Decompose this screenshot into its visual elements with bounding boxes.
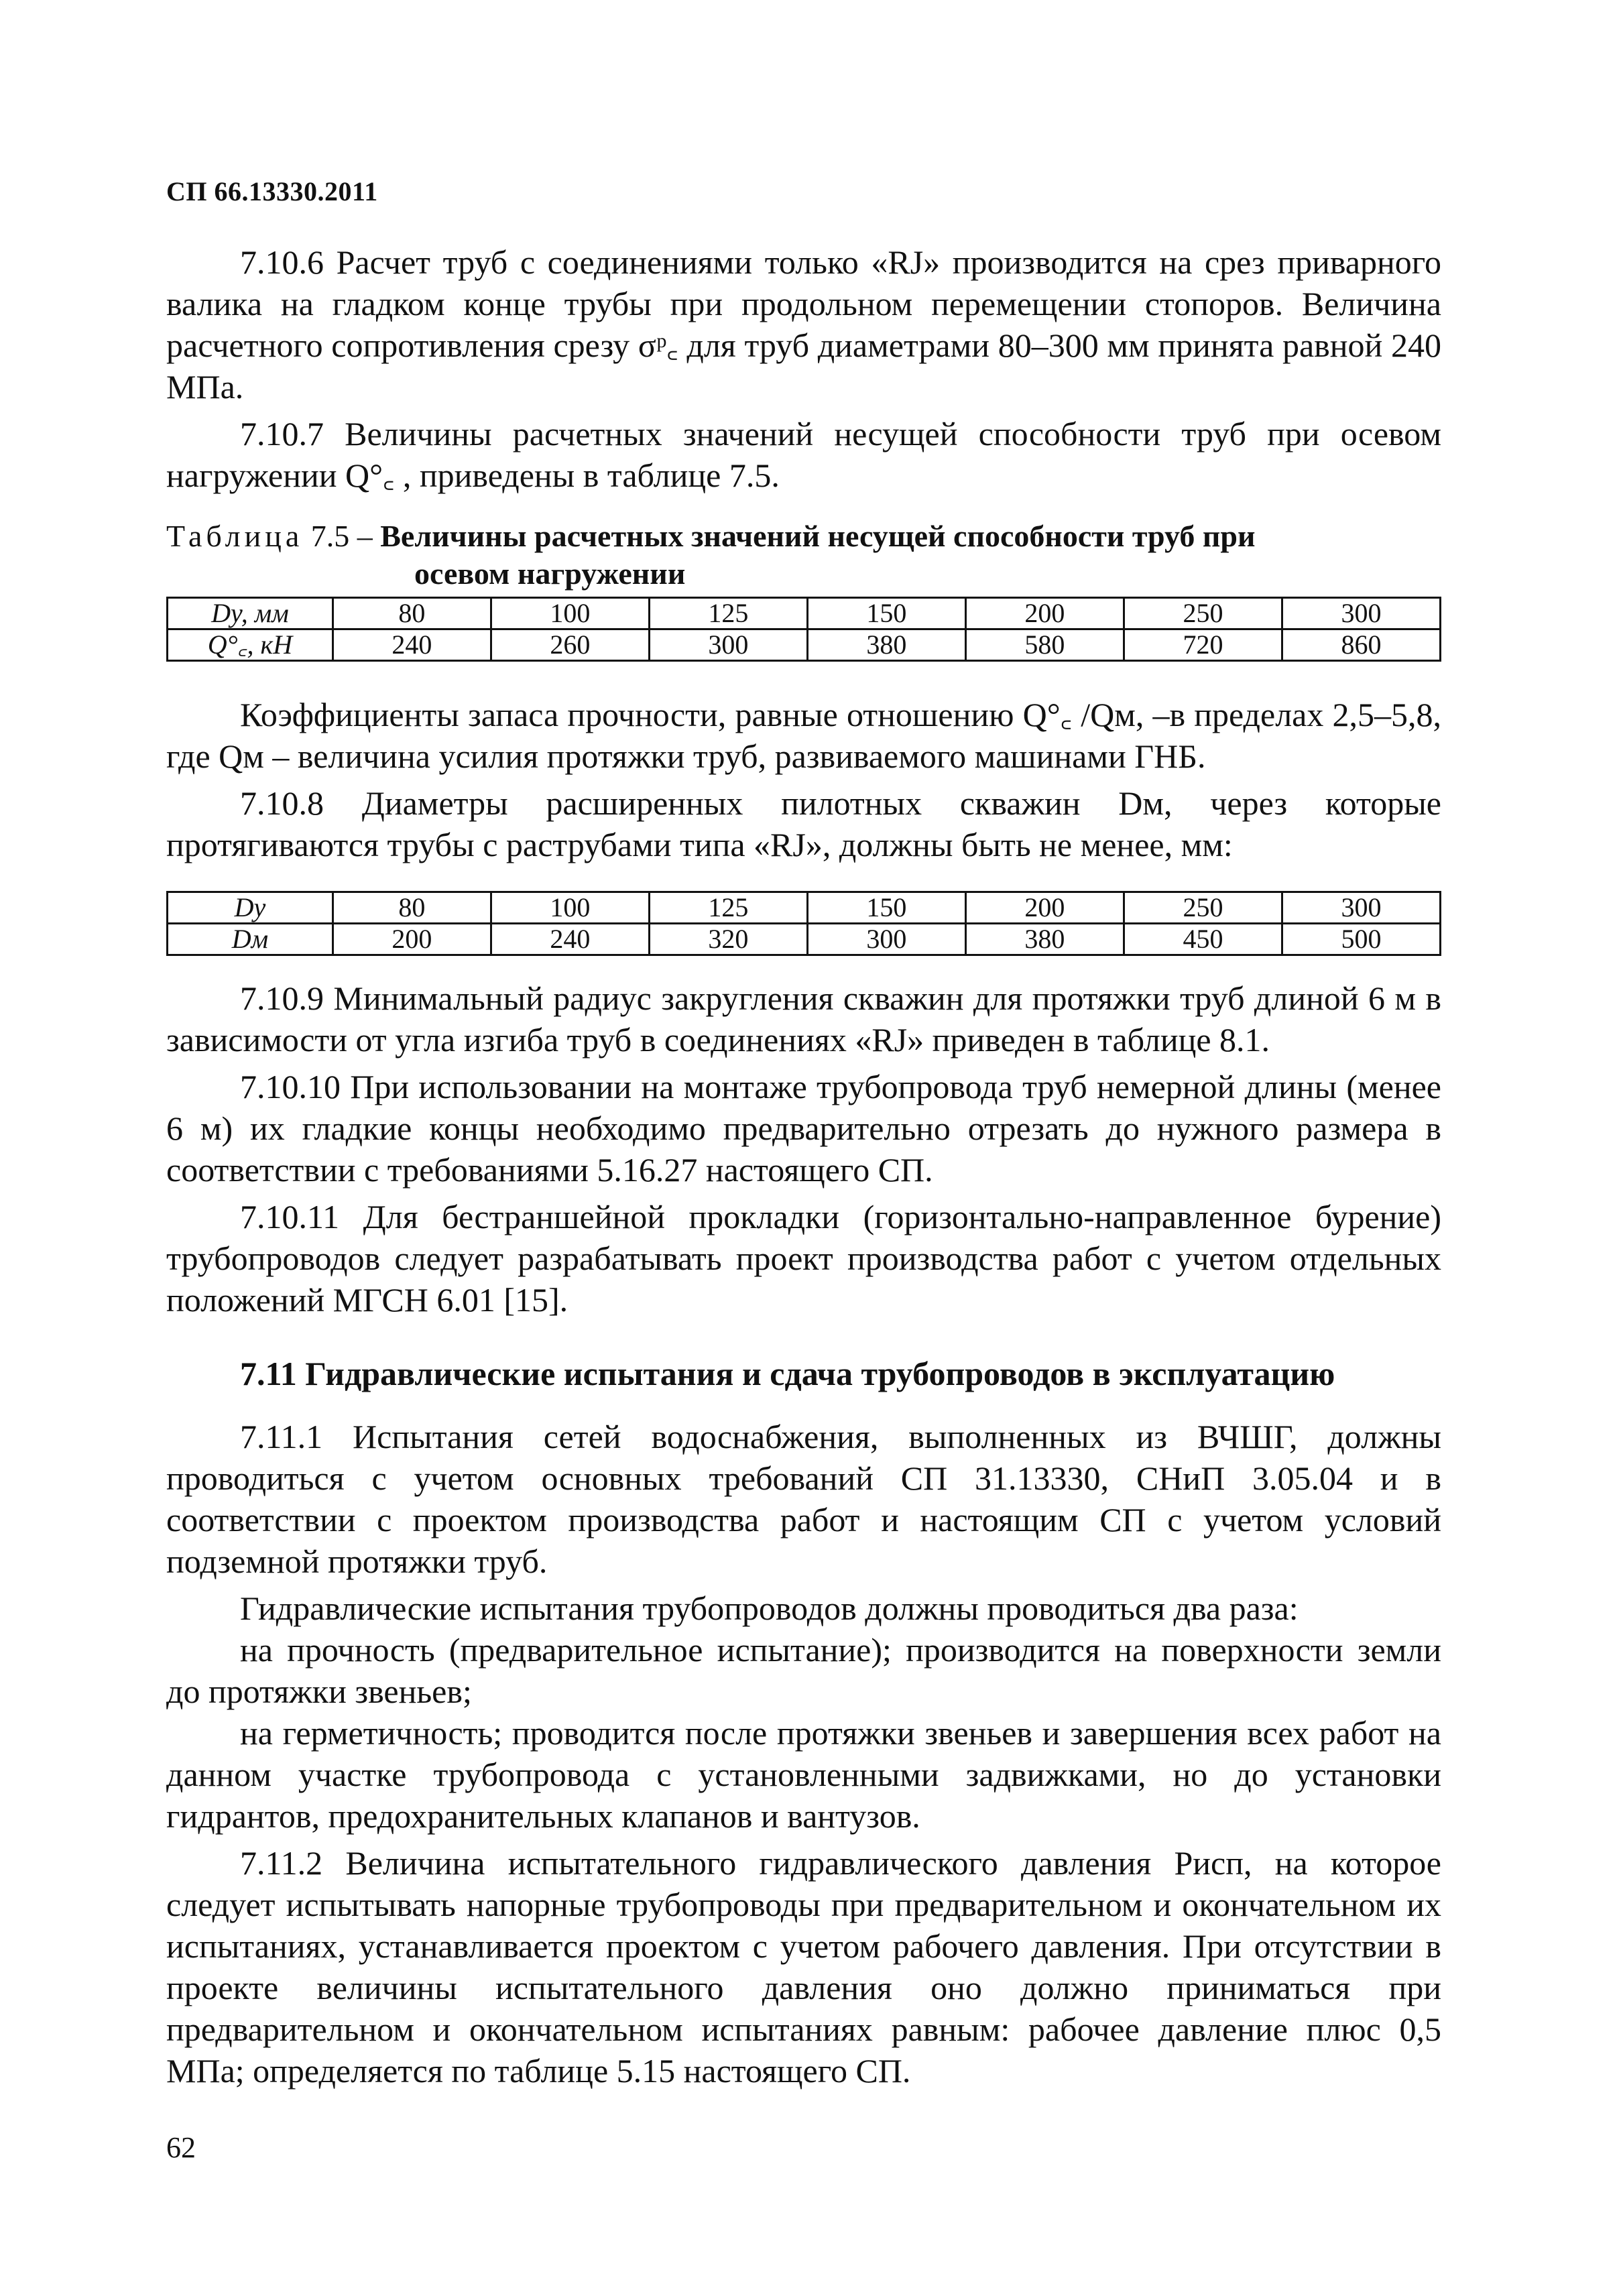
table-7-5-caption <box>166 518 1441 555</box>
table-row <box>168 629 1441 661</box>
table-cell: 260 <box>491 629 649 661</box>
table-cell: 150 <box>807 598 965 629</box>
table-cell: 300 <box>1282 892 1440 924</box>
table-cell: 240 <box>491 924 649 955</box>
table-cell: 450 <box>1124 924 1282 955</box>
paragraph-7-10-6: 7.10.6 Расчет труб с соединениями только «RJ» производится на срез приварного валика на гладком конце трубы при продольном перемещении стопоров. Величина расчетного сопротивления срезу σᵖ꜀ для труб диаметрами 80–300 мм принята равной 240 МПа. <box>166 243 1441 406</box>
document-body <box>166 241 1441 2092</box>
table-cell: 200 <box>965 598 1124 629</box>
document-header: СП 66.13330.2011 <box>166 176 378 206</box>
table-row <box>168 924 1441 955</box>
paragraph-coefficients: Коэффициенты запаса прочности, равные отношению Q°꜀ /Qм, –в пределах 2,5–5,8, где Qм – величина усилия протяжки труб, развиваемого машинами ГНБ. <box>166 696 1441 775</box>
table-cell: 860 <box>1282 629 1440 661</box>
section-title-7-11: 7.11 Гидравлические испытания и сдача трубопроводов в эксплуатацию <box>240 1355 1335 1392</box>
table-header-cell: Q°꜀, кН <box>168 629 333 661</box>
paragraph-7-10-9: 7.10.9 Минимальный радиус закругления скважин для протяжки труб длиной 6 м в зависимости от угла изгиба труб в соединениях «RJ» приведен в таблице 8.1. <box>166 979 1441 1059</box>
paragraph-7-10-11: 7.10.11 Для бестраншейной прокладки (горизонтально-направленное бурение) трубопроводов следует разрабатывать проект производства работ с учетом отдельных положений МГСН 6.01 [15]. <box>166 1198 1441 1319</box>
table-cell: 100 <box>491 892 649 924</box>
paragraph-twice: Гидравлические испытания трубопроводов должны проводиться два раза: <box>240 1589 1299 1627</box>
table-caption-title: Величины расчетных значений несущей способности труб при <box>380 519 1256 553</box>
table-caption-word: Таблица <box>166 519 304 553</box>
paragraph-7-10-7: 7.10.7 Величины расчетных значений несущей способности труб при осевом нагружении Q°꜀ , приведены в таблице 7.5. <box>166 415 1441 494</box>
table-caption-title-cont: осевом нагружении <box>414 556 686 591</box>
table-row <box>168 598 1441 629</box>
table-cell: 320 <box>649 924 807 955</box>
table-cell: 500 <box>1282 924 1440 955</box>
table-header-cell: Dм <box>168 924 333 955</box>
paragraph-7-11-2: 7.11.2 Величина испытательного гидравлического давления Pисп, на которое следует испытывать напорные трубопроводы при предварительном и окончательном их испытаниях, устанавливается проектом с учетом рабочего давления. При отсутствии в проекте величины испытательного давления оно должно приниматься при предварительном и окончательном испытаниях равным: рабочее давление плюс 0,5 МПа; определяется по таблице 5.15 настоящего СП. <box>166 1844 1441 2090</box>
paragraph-7-10-10: 7.10.10 При использовании на монтаже трубопровода труб немерной длины (менее 6 м) их гладкие концы необходимо предварительно отрезать до нужного размера в соответствии с требованиями 5.16.27 настоящего СП. <box>166 1068 1441 1189</box>
table-cell: 200 <box>965 892 1124 924</box>
paragraph-7-11-1: 7.11.1 Испытания сетей водоснабжения, выполненных из ВЧШГ, должны проводиться с учетом основных требований СП 31.13330, СНиП 3.05.04 и в соответствии с проектом производства работ и настоящим СП с учетом условий подземной протяжки труб. <box>166 1418 1441 1580</box>
table-cell: 580 <box>965 629 1124 661</box>
table-cell: 300 <box>1282 598 1440 629</box>
table-cell: 80 <box>333 598 491 629</box>
table-cell: 80 <box>333 892 491 924</box>
paragraph-strength: на прочность (предварительное испытание); производится на поверхности земли до протяжки звеньев; <box>166 1631 1441 1710</box>
table-7-5 <box>166 597 1441 662</box>
paragraph-tightness: на герметичность; проводится после протяжки звеньев и завершения всех работ на данном участке трубопровода с установленными задвижками, но до установки гидрантов, предохранительных клапанов и вантузов. <box>166 1714 1441 1835</box>
table-cell: 250 <box>1124 892 1282 924</box>
paragraph-7-10-8: 7.10.8 Диаметры расширенных пилотных скважин Dм, через которые протягиваются трубы с раструбами типа «RJ», должны быть не менее, мм: <box>166 784 1441 863</box>
table-caption-number: 7.5 – <box>310 519 373 553</box>
table-cell: 200 <box>333 924 491 955</box>
table-cell: 300 <box>807 924 965 955</box>
table-dm <box>166 891 1441 956</box>
page-number: 62 <box>166 2131 196 2164</box>
table-header-cell: Dу, мм <box>168 598 333 629</box>
table-cell: 240 <box>333 629 491 661</box>
table-cell: 150 <box>807 892 965 924</box>
table-cell: 125 <box>649 598 807 629</box>
table-cell: 125 <box>649 892 807 924</box>
table-cell: 250 <box>1124 598 1282 629</box>
table-cell: 380 <box>807 629 965 661</box>
table-cell: 100 <box>491 598 649 629</box>
table-cell: 380 <box>965 924 1124 955</box>
table-7-5-caption-cont-line <box>166 555 1441 593</box>
table-row <box>168 892 1441 924</box>
table-cell: 720 <box>1124 629 1282 661</box>
table-header-cell: Dу <box>168 892 333 924</box>
table-cell: 300 <box>649 629 807 661</box>
